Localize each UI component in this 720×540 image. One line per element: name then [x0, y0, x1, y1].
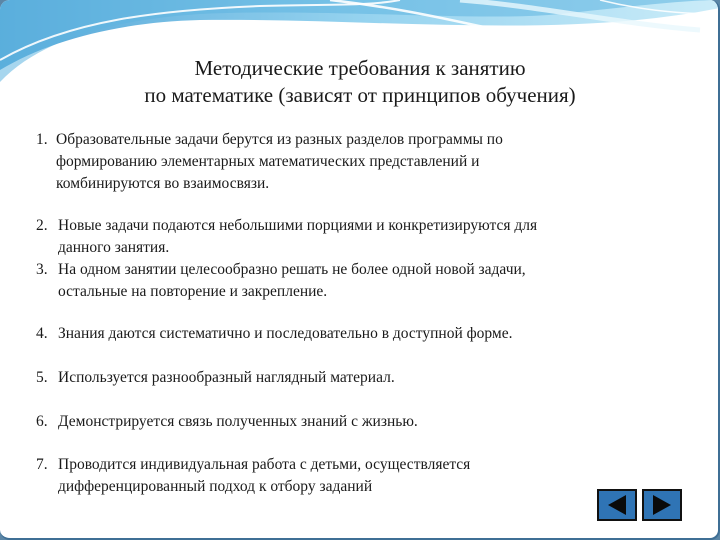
list-item-line: Знания даются систематично и последовательно в доступной форме.: [58, 325, 513, 342]
list-item-line: Новые задачи подаются небольшими порциями и конкретизируются для: [58, 217, 538, 234]
list-item-line: остальные на повторение и закрепление.: [58, 283, 328, 300]
list-item-line: Образовательные задачи берутся из разных разделов программы по: [56, 131, 503, 148]
list-item-number: 7.: [36, 456, 48, 473]
list-item-line: комбинируются во взаимосвязи.: [56, 175, 270, 192]
list-item-line: Проводится индивидуальная работа с детьми, осуществляется: [58, 456, 471, 473]
list-item-number: 4.: [36, 325, 48, 342]
list-item-number: 6.: [36, 413, 48, 430]
previous-slide-button[interactable]: [597, 489, 637, 521]
title-line-2: по математике (зависят от принципов обучения): [144, 83, 576, 107]
list-item-line: На одном занятии целесообразно решать не более одной новой задачи,: [58, 261, 526, 278]
list-item-line: данного занятия.: [58, 239, 170, 256]
list-item-number: 2.: [36, 217, 48, 234]
list-item-number: 1.: [36, 131, 48, 148]
triangle-right-icon: [644, 491, 680, 519]
list-item-line: формированию элементарных математических представлений и: [56, 153, 480, 170]
list-item-number: 5.: [36, 369, 48, 386]
list-item-number: 3.: [36, 261, 48, 278]
next-slide-button[interactable]: [642, 489, 682, 521]
title-line-1: Методические требования к занятию: [194, 56, 526, 80]
triangle-left-icon: [599, 491, 635, 519]
list-item-line: Используется разнообразный наглядный материал.: [58, 369, 395, 386]
list-item-line: дифференцированный подход к отбору заданий: [58, 478, 373, 495]
list-item-line: Демонстрируется связь полученных знаний с жизнью.: [58, 413, 418, 430]
